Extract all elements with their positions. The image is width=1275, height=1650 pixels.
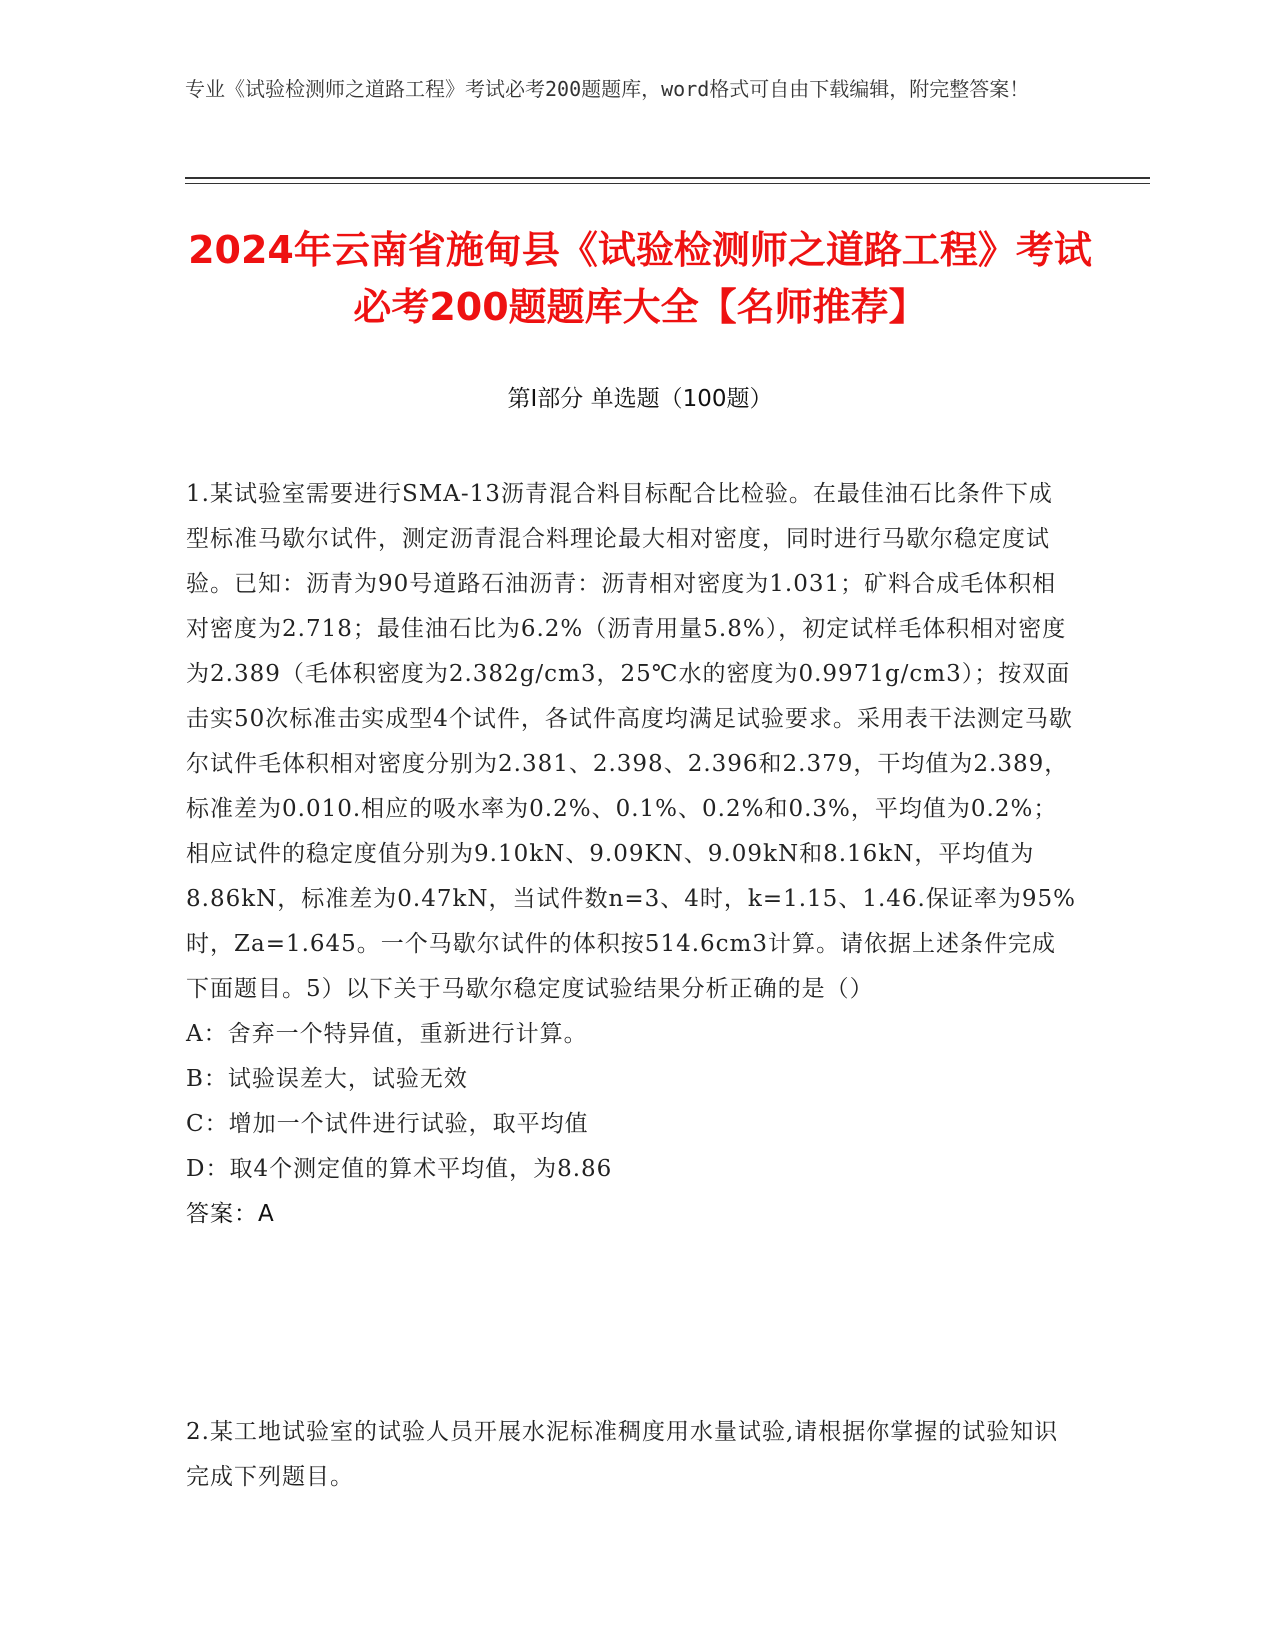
question-1: [186, 472, 1076, 1237]
question-stem: 1.某试验室需要进行SMA-13沥青混合料目标配合比检验。在最佳油石比条件下成型标准马歇尔试件，测定沥青混合料理论最大相对密度，同时进行马歇尔稳定度试验。已知：沥青为90号道路石油沥青：沥青相对密度为1.031；矿料合成毛体积相对密度为2.718；最佳油石比为6.2%（沥青用量5.8%），初定试样毛体积相对密度为2.389（毛体积密度为2.382g/cm3，25℃水的密度为0.9971g/cm3）；按双面击实50次标准击实成型4个试件，各试件高度均满足试验要求。采用表干法测定马歇尔试件毛体积相对密度分别为2.381、2.398、2.396和2.379，干均值为2.389，标准差为0.010.相应的吸水率为0.2%、0.1%、0.2%和0.3%，平均值为0.2%；相应试件的稳定度值分别为9.10kN、9.09KN、9.09kN和8.16kN，平均值为8.86kN，标准差为0.47kN，当试件数n=3、4时，k=1.15、1.46.保证率为95%时，Za=1.645。一个马歇尔试件的体积按514.6cm3计算。请依据上述条件完成下面题目。5）以下关于马歇尔稳定度试验结果分析正确的是（）: [186, 481, 1076, 1002]
option-c: C：增加一个试件进行试验，取平均值: [186, 1111, 589, 1137]
header-note: 专业《试验检测师之道路工程》考试必考200题题库，word格式可自由下载编辑，附完整答案！: [185, 77, 1030, 101]
question-stem: 2.某工地试验室的试验人员开展水泥标准稠度用水量试验,请根据你掌握的试验知识完成下列题目。: [186, 1419, 1059, 1490]
document-title: 2024年云南省施甸县《试验检测师之道路工程》考试必考200题题库大全【名师推荐】: [188, 228, 1092, 329]
header-rule-thick: [185, 177, 1150, 179]
answer-line: 答案：A: [186, 1201, 275, 1227]
header-rule-thin: [185, 183, 1150, 184]
option-b: B：试验误差大，试验无效: [186, 1066, 468, 1092]
section-title: 第I部分 单选题（100题）: [507, 386, 773, 412]
option-a: A：舍弃一个特异值，重新进行计算。: [186, 1021, 588, 1047]
question-2: [186, 1410, 1076, 1500]
option-d: D：取4个测定值的算术平均值，为8.86: [186, 1156, 613, 1182]
